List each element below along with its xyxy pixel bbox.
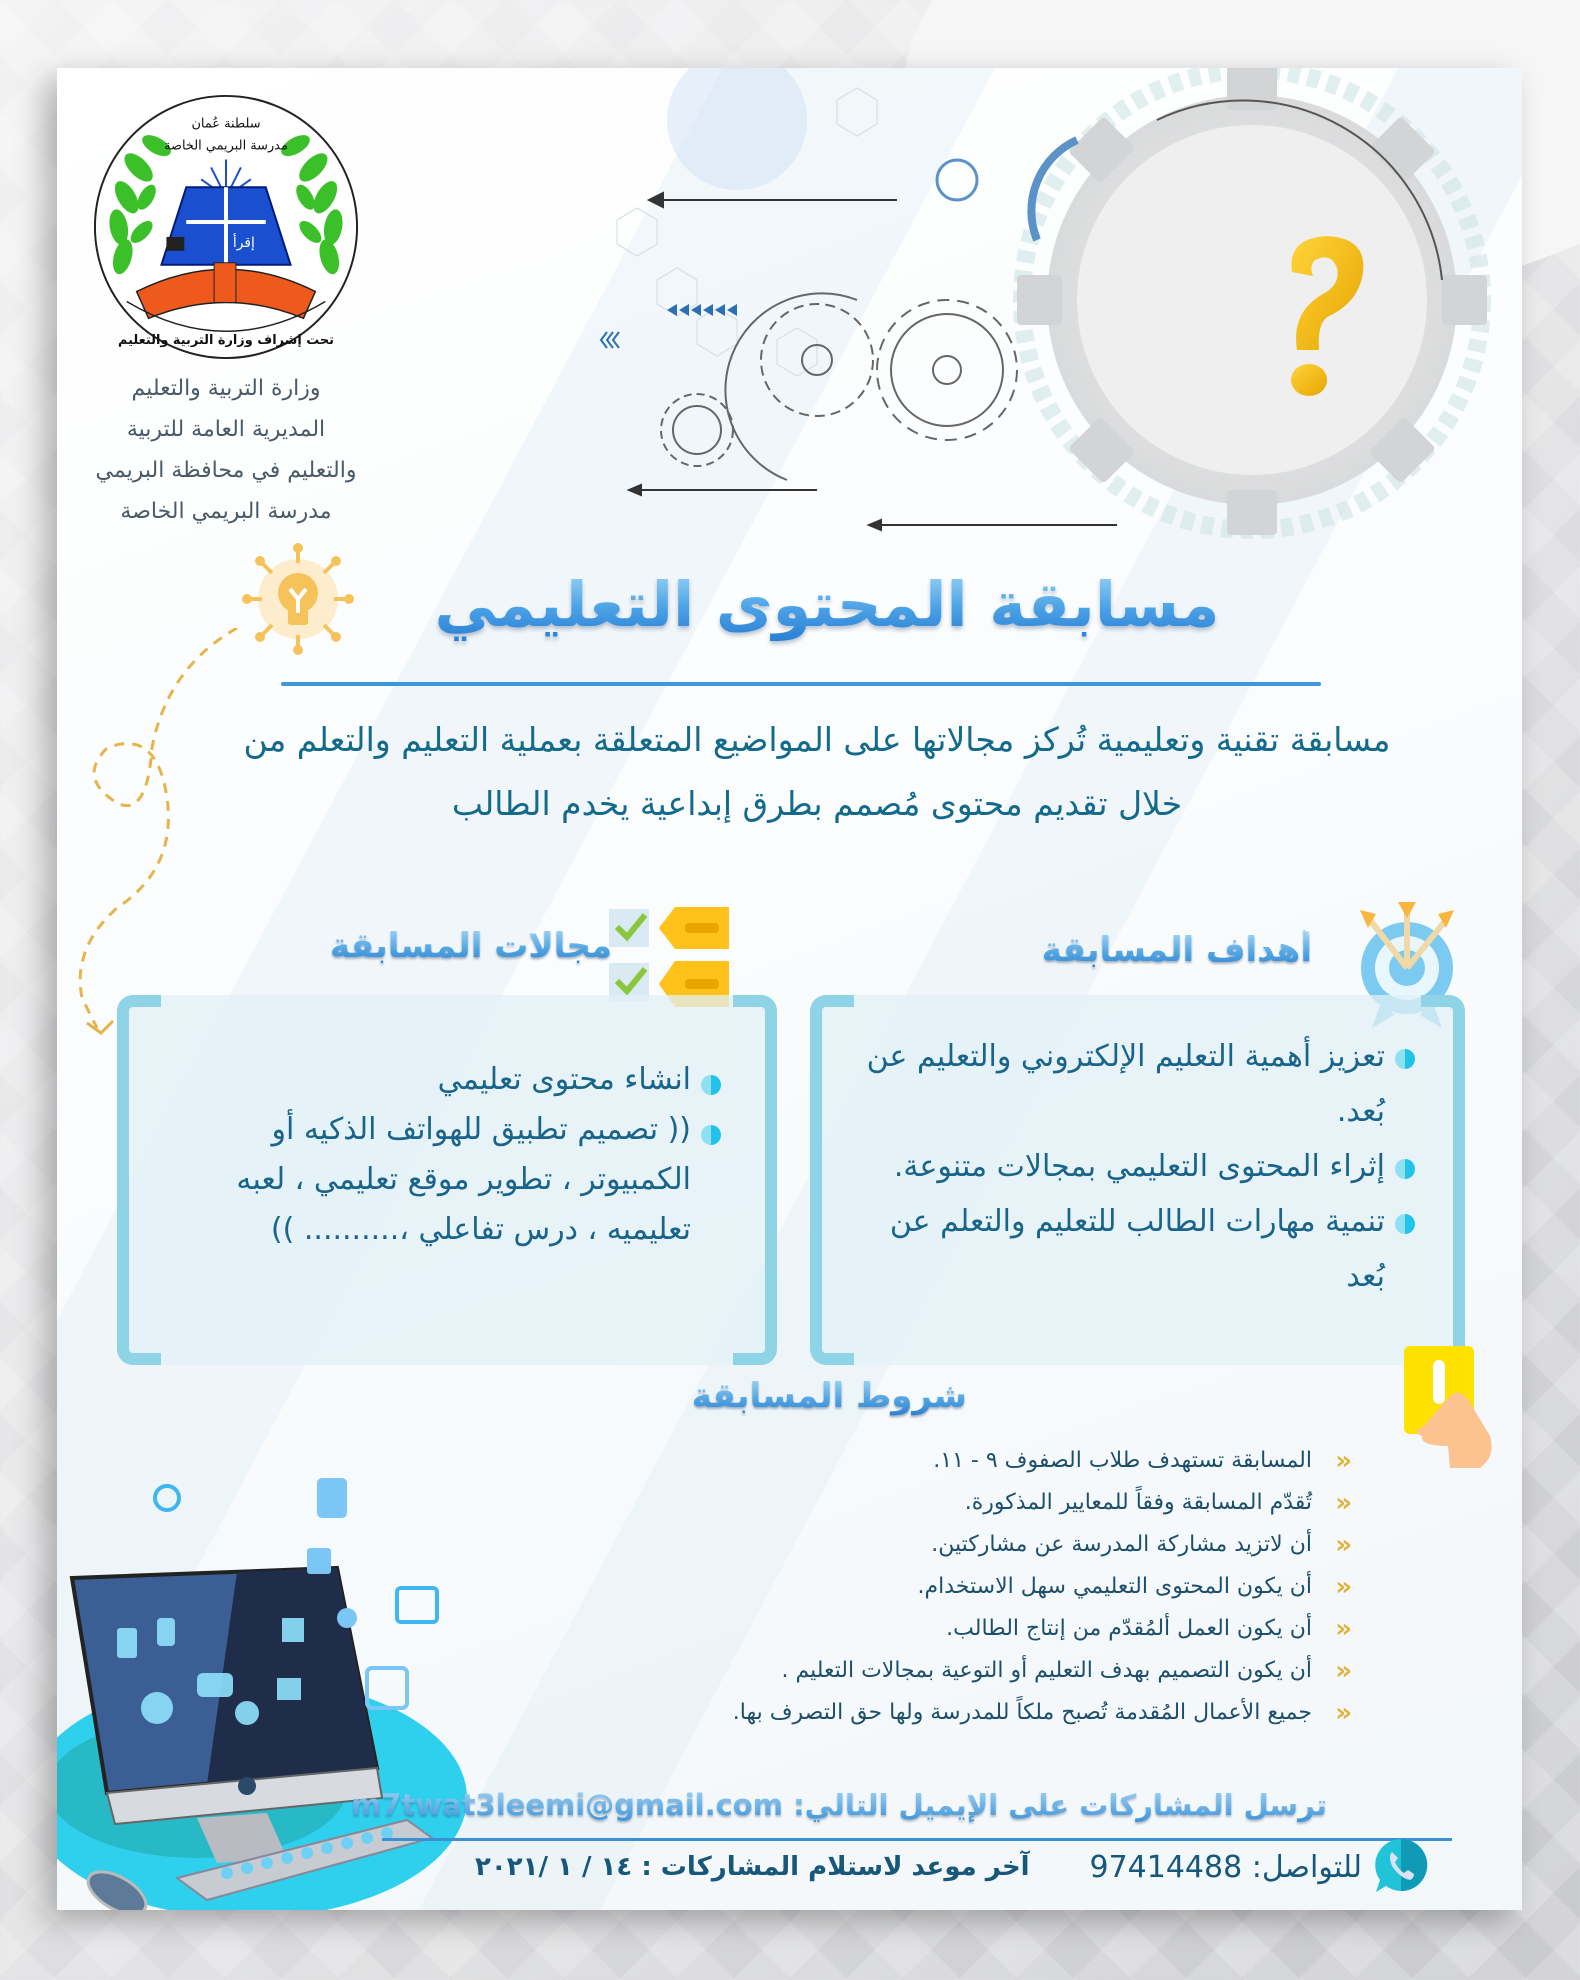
ministry-info	[67, 368, 385, 532]
conditions-heading: شروط المسابقة	[691, 1376, 967, 1416]
bracket-left	[117, 995, 161, 1365]
chevron-double-left-icon: «	[1335, 1488, 1352, 1518]
chevron-double-left-icon: «	[1335, 1446, 1352, 1476]
goals-list	[845, 1029, 1415, 1304]
bullet-icon	[701, 1075, 721, 1095]
phone-number[interactable]: 97414488	[1089, 1850, 1243, 1885]
conditions-item: « أن لاتزيد مشاركة المدرسة عن مشاركتين.	[733, 1524, 1352, 1566]
deadline-line	[475, 1852, 1030, 1882]
goals-item: تعزيز أهمية التعليم الإلكتروني والتعليم عن بُعد.	[845, 1029, 1415, 1139]
bullet-icon	[701, 1125, 721, 1145]
school-logo	[87, 88, 365, 366]
svg-text:إقرأ: إقرأ	[232, 234, 255, 251]
deadline-label: آخر موعد لاستلام المشاركات :	[641, 1852, 1030, 1882]
ministry-line: والتعليم في محافظة البريمي	[95, 458, 357, 483]
fields-list	[201, 1055, 721, 1255]
ministry-line: مدرسة البريمي الخاصة	[120, 499, 332, 524]
contact-line	[1089, 1850, 1362, 1885]
computer-icon	[166, 237, 184, 251]
bullet-icon	[1395, 1049, 1415, 1069]
goals-item: تنمية مهارات الطالب للتعليم والتعلم عن بُعد	[845, 1194, 1415, 1304]
page-title: مسابقة المحتوى التعليمي	[347, 568, 1307, 641]
footer-rule	[382, 1838, 1452, 1841]
gears-question-illustration	[597, 68, 1522, 560]
deadline-date: ١٤ / ١ /٢٠٢١	[475, 1852, 633, 1882]
bracket-right	[1421, 995, 1465, 1365]
bracket-right	[733, 995, 777, 1365]
bullet-icon	[1395, 1214, 1415, 1234]
svg-text:مدرسة البريمي الخاصة: مدرسة البريمي الخاصة	[164, 138, 288, 154]
svg-text:تحت إشراف وزارة التربية والتعل: تحت إشراف وزارة التربية والتعليم	[117, 333, 335, 349]
fields-item: (( تصميم تطبيق للهواتف الذكيه أو الكمبيوتر ، تطوير موقع تعليمي ، لعبه تعليميه ، درس تفاعلي ،.......... ))	[201, 1105, 721, 1255]
conditions-item: « المسابقة تستهدف طلاب الصفوف ٩ - ١١.	[733, 1440, 1352, 1482]
chevron-double-left-icon: «	[1335, 1656, 1352, 1686]
flyer-card	[57, 68, 1522, 1910]
conditions-item: « أن يكون العمل ألمُقدّم من إنتاج الطالب.	[733, 1608, 1352, 1650]
svg-text:سلطنة عُمان: سلطنة عُمان	[191, 116, 261, 132]
email-line	[351, 1788, 1327, 1822]
chevron-double-left-icon: «	[1335, 1530, 1352, 1560]
whatsapp-phone-icon	[1372, 1836, 1430, 1894]
dashed-path-decoration	[57, 628, 297, 1048]
title-underline	[281, 682, 1321, 686]
goals-item: إثراء المحتوى التعليمي بمجالات متنوعة.	[845, 1139, 1415, 1194]
email-link[interactable]: m7twat3leemi@gmail.com	[351, 1788, 783, 1822]
contact-label: للتواصل:	[1251, 1850, 1362, 1885]
large-gear-icon	[1017, 68, 1487, 535]
goals-box	[810, 995, 1465, 1365]
email-label: ترسل المشاركات على الإيميل التالي:	[793, 1788, 1327, 1822]
conditions-item: « تُقدّم المسابقة وفقاً للمعايير المذكورة.	[733, 1482, 1352, 1524]
conditions-item: « أن يكون التصميم بهدف التعليم أو التوعية بمجالات التعليم .	[733, 1650, 1352, 1692]
chevron-double-left-icon: «	[1335, 1572, 1352, 1602]
intro-paragraph: مسابقة تقنية وتعليمية تُركز مجالاتها على المواضيع المتعلقة بعملية التعليم والتعلم من خلال تقديم محتوى مُصمم بطرق إبداعية يخدم الطالب	[243, 720, 1391, 823]
conditions-item: « أن يكون المحتوى التعليمي سهل الاستخدام.	[733, 1566, 1352, 1608]
fields-heading: مجالات المسابقة	[329, 926, 612, 966]
chevron-double-left-icon: «	[1335, 1698, 1352, 1728]
goals-heading: أهداف المسابقة	[1041, 930, 1312, 970]
ministry-line: المديرية العامة للتربية	[126, 417, 326, 442]
warning-card-icon	[1400, 1346, 1498, 1471]
conditions-list	[733, 1440, 1352, 1734]
fields-item: انشاء محتوى تعليمي	[201, 1055, 721, 1105]
bullet-icon	[1395, 1159, 1415, 1179]
conditions-item: « جميع الأعمال المُقدمة تُصبح ملكاً للمدرسة ولها حق التصرف بها.	[733, 1692, 1352, 1734]
computer-illustration	[57, 1468, 487, 1910]
ministry-line: وزارة التربية والتعليم	[131, 376, 321, 401]
chevron-double-left-icon: «	[1335, 1614, 1352, 1644]
fields-box	[117, 995, 777, 1365]
